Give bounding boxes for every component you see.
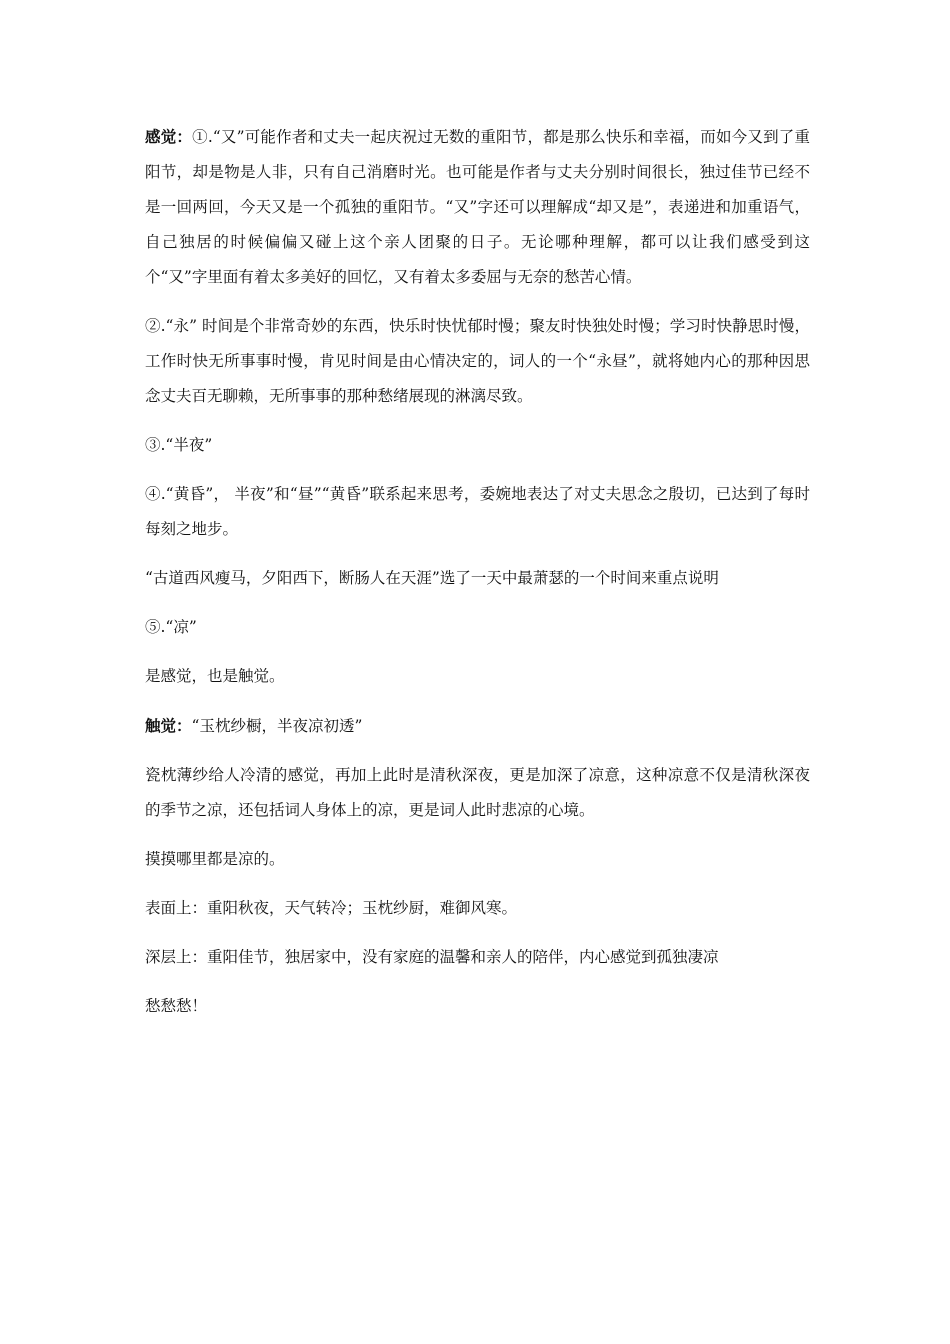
ganjue-paragraph-5: “古道西风瘦马，夕阳西下，断肠人在天涯”选了一天中最萧瑟的一个时间来重点说明 — [145, 569, 719, 587]
document-page — [145, 119, 810, 1024]
ganjue-paragraph-7: 是感觉，也是触觉。 — [145, 667, 285, 685]
ganjue-paragraph-6: ⑤.“凉” — [145, 618, 197, 636]
ganjue-paragraph-2: ②.“永” 时间是个非常奇妙的东西，快乐时快忧郁时慢；聚友时快独处时慢；学习时快静思时慢，工作时快无所事事时慢，肯见时间是由心情决定的，词人的一个“永昼”，就将她内心的那种因思念丈夫百无聊赖，无所事事的那种愁绪展现的淋漓尽致。 — [145, 317, 810, 405]
ganjue-paragraph-4: ④.“黄昏”， 半夜”和“昼”“黄昏”联系起来思考，委婉地表达了对丈夫思念之殷切，已达到了每时每刻之地步。 — [145, 485, 810, 538]
ganjue-paragraph-1 — [145, 119, 810, 295]
ganjue-paragraph-3: ③.“半夜” — [145, 436, 213, 454]
chujue-paragraph-1: 瓷枕薄纱给人冷清的感觉，再加上此时是清秋深夜，更是加深了凉意，这种凉意不仅是清秋深夜的季节之凉，还包括词人身体上的凉，更是词人此时悲凉的心境。 — [145, 766, 810, 819]
chujue-paragraph-2: 摸摸哪里都是凉的。 — [145, 850, 285, 868]
chujue-paragraph-3: 表面上：重阳秋夜，天气转冷；玉枕纱厨，难御风寒。 — [145, 899, 518, 917]
chujue-paragraph-quote — [145, 708, 810, 744]
chujue-quote: “玉枕纱橱，半夜凉初透” — [191, 717, 363, 735]
chujue-paragraph-5: 愁愁愁！ — [145, 997, 208, 1015]
ganjue-text-1: ①.“又”可能作者和丈夫一起庆祝过无数的重阳节，都是那么快乐和幸福，而如今又到了重阳节，却是物是人非，只有自己消磨时光。也可能是作者与丈夫分别时间很长，独过佳节已经不是一回两回，今天又是一个孤独的重阳节。“又”字还可以理解成“却又是”，表递进和加重语气，自己独居的时候偏偏又碰上这个亲人团聚的日子。无论哪种理解，都可以让我们感受到这个“又”字里面有着太多美好的回忆，又有着太多委屈与无奈的愁苦心情。 — [145, 128, 810, 286]
chujue-label: 触觉： — [145, 716, 192, 735]
chujue-paragraph-4: 深层上：重阳佳节，独居家中，没有家庭的温馨和亲人的陪伴，内心感觉到孤独凄凉 — [145, 948, 719, 966]
ganjue-label: 感觉： — [145, 127, 193, 146]
